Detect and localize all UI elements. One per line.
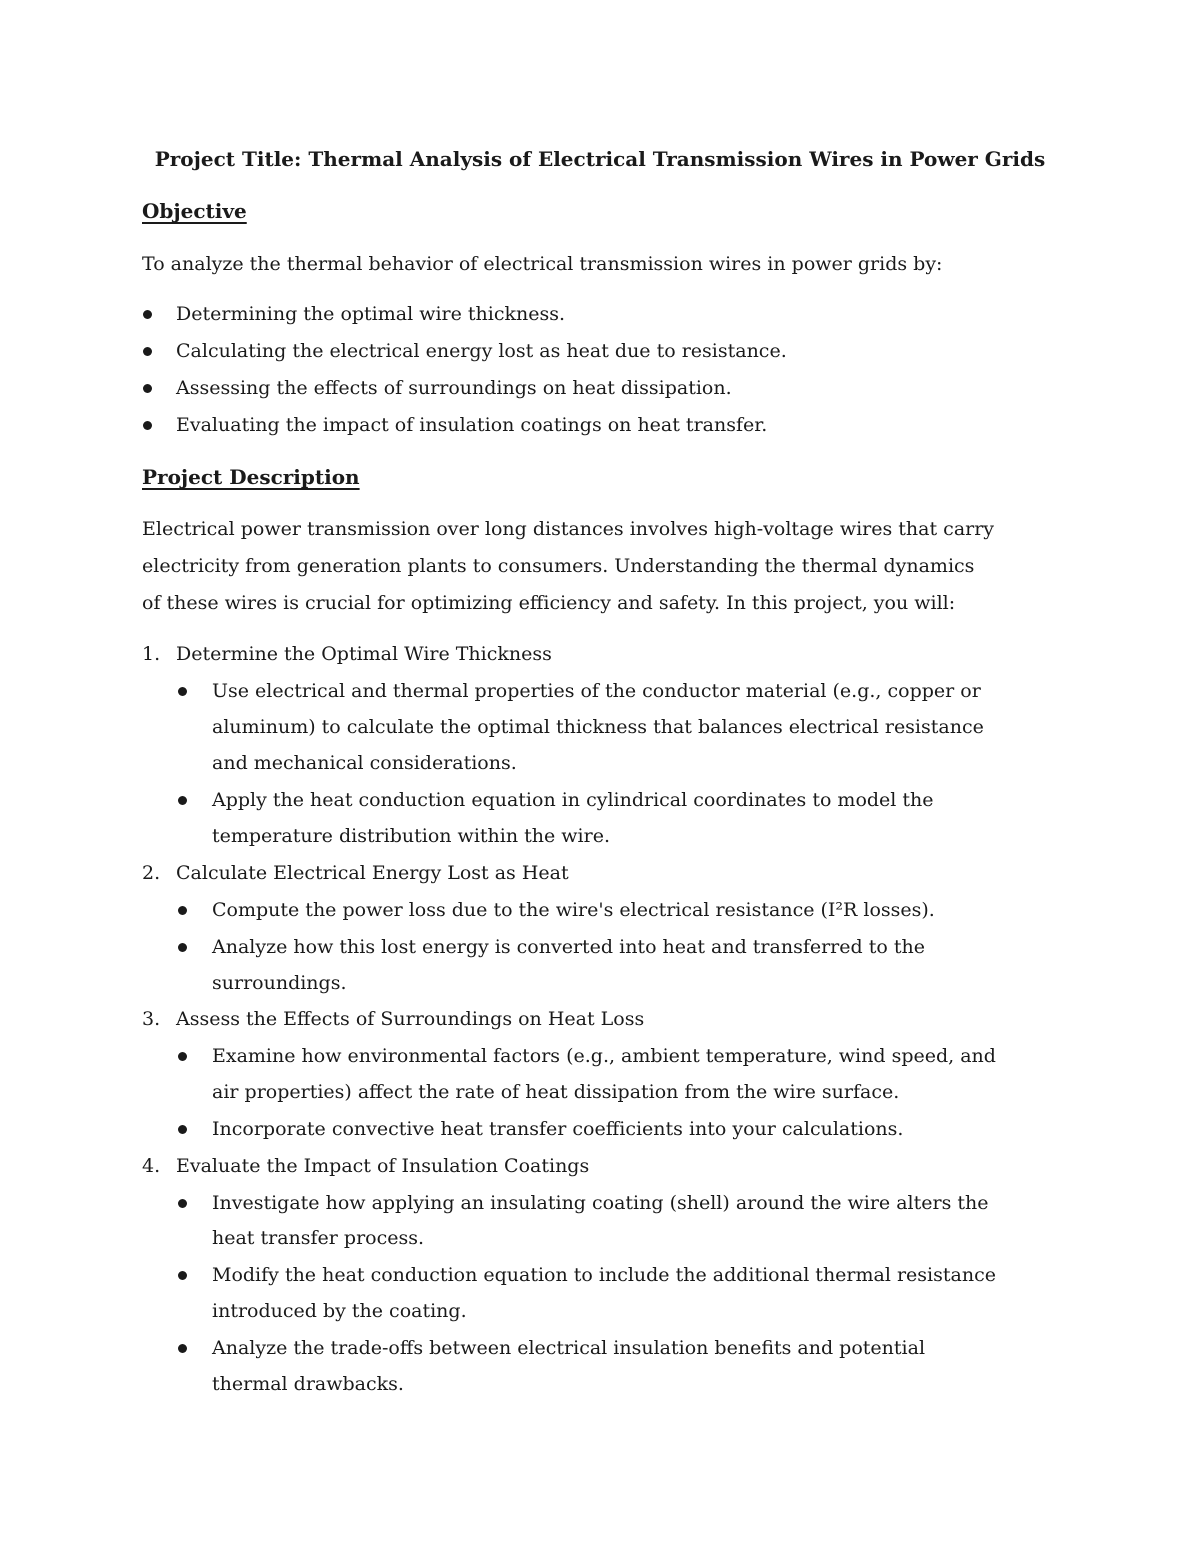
step-bullet-line: Incorporate convective heat transfer coefficients into your calculations.: [212, 1118, 904, 1140]
objective-bullet: Determining the optimal wire thickness.: [176, 303, 566, 325]
bullet-icon: [178, 1199, 187, 1208]
step-title: Determine the Optimal Wire Thickness: [176, 643, 552, 665]
objective-bullet: Assessing the effects of surroundings on heat dissipation.: [176, 377, 732, 399]
step-bullet-line: air properties) affect the rate of heat dissipation from the wire surface.: [212, 1081, 900, 1103]
step-bullet-line: introduced by the coating.: [212, 1300, 467, 1322]
bullet-icon: [178, 796, 187, 805]
step-bullet-line: Analyze how this lost energy is converted into heat and transferred to the: [212, 936, 925, 958]
bullet-icon: [178, 1271, 187, 1280]
bullet-icon: [178, 1344, 187, 1353]
bullet-icon: [178, 1125, 187, 1134]
objective-intro: To analyze the thermal behavior of electrical transmission wires in power grids by:: [142, 253, 943, 275]
step-bullet-line: aluminum) to calculate the optimal thickness that balances electrical resistance: [212, 716, 984, 738]
objective-bullet: Calculating the electrical energy lost as heat due to resistance.: [176, 340, 787, 362]
step-number: 3.: [142, 1008, 161, 1030]
step-bullet-line: Modify the heat conduction equation to include the additional thermal resistance: [212, 1264, 996, 1286]
step-number: 1.: [142, 643, 161, 665]
step-bullet-line: temperature distribution within the wire.: [212, 825, 610, 847]
description-paragraph-line: of these wires is crucial for optimizing efficiency and safety. In this project, you will:: [142, 592, 956, 614]
description-paragraph-line: electricity from generation plants to consumers. Understanding the thermal dynamics: [142, 555, 975, 577]
step-bullet-line: Examine how environmental factors (e.g., ambient temperature, wind speed, and: [212, 1045, 996, 1067]
step-bullet-line: thermal drawbacks.: [212, 1373, 404, 1395]
step-number: 4.: [142, 1155, 161, 1177]
bullet-icon: [143, 347, 152, 356]
step-title: Assess the Effects of Surroundings on Heat Loss: [176, 1008, 645, 1030]
step-bullet-line: heat transfer process.: [212, 1227, 425, 1249]
step-bullet-line: surroundings.: [212, 972, 347, 994]
objective-bullet: Evaluating the impact of insulation coatings on heat transfer.: [176, 414, 768, 436]
description-heading: Project Description: [142, 465, 360, 489]
step-title: Evaluate the Impact of Insulation Coatings: [176, 1155, 590, 1177]
bullet-icon: [143, 421, 152, 430]
step-number: 2.: [142, 862, 161, 884]
bullet-icon: [178, 906, 187, 915]
step-title: Calculate Electrical Energy Lost as Heat: [176, 862, 569, 884]
bullet-icon: [178, 687, 187, 696]
step-bullet-line: Investigate how applying an insulating coating (shell) around the wire alters the: [212, 1192, 989, 1214]
page-title: Project Title: Thermal Analysis of Electrical Transmission Wires in Power Grids: [154, 147, 1046, 171]
description-paragraph-line: Electrical power transmission over long distances involves high-voltage wires that carry: [142, 518, 995, 540]
step-bullet-line: Apply the heat conduction equation in cylindrical coordinates to model the: [212, 789, 934, 811]
step-bullet-line: and mechanical considerations.: [212, 752, 517, 774]
bullet-icon: [143, 310, 152, 319]
bullet-icon: [178, 943, 187, 952]
step-bullet-line: Compute the power loss due to the wire's electrical resistance (I²R losses).: [212, 899, 935, 921]
bullet-icon: [178, 1052, 187, 1061]
bullet-icon: [143, 384, 152, 393]
step-bullet-line: Analyze the trade-offs between electrical insulation benefits and potential: [212, 1337, 926, 1359]
step-bullet-line: Use electrical and thermal properties of the conductor material (e.g., copper or: [212, 680, 981, 702]
objective-heading: Objective: [142, 199, 247, 223]
